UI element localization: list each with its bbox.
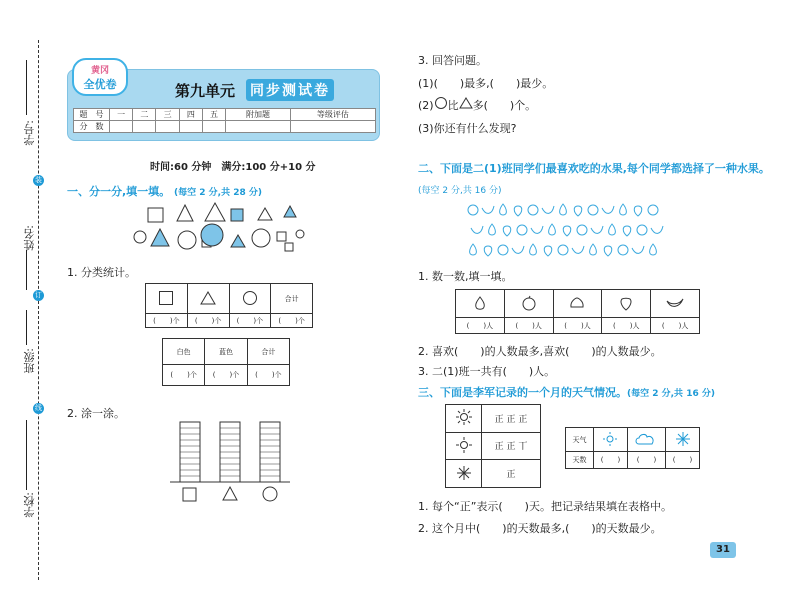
strawberry-icon	[514, 206, 522, 216]
triangle-blue	[231, 235, 245, 247]
triangle-white	[258, 208, 272, 220]
score-cell: 题 号	[74, 109, 110, 121]
q3b-step1: 1. 每个“正”表示( )天。把记录结果填在表格中。	[418, 500, 672, 513]
student-id-line	[26, 60, 27, 115]
triangle-blue	[284, 206, 296, 217]
q3-line2-prefix: (2)	[418, 99, 434, 112]
score-input[interactable]	[110, 121, 133, 133]
score-input[interactable]	[133, 121, 156, 133]
pear-icon	[590, 244, 597, 255]
shape-count-table	[145, 283, 313, 328]
binding-mark-1: 装	[35, 176, 42, 184]
triangle-icon	[223, 487, 237, 500]
q3-line2-suffix: 多( )个。	[472, 99, 537, 112]
answer-blank[interactable]: ( )人	[651, 318, 700, 334]
banana-icon	[602, 206, 614, 213]
snow-icon	[446, 460, 482, 488]
strawberry-icon	[574, 206, 582, 216]
score-cell: 等级评估	[290, 109, 375, 121]
banana-icon	[632, 246, 644, 253]
tally-marks	[482, 432, 541, 460]
banana-icon	[512, 246, 524, 253]
answer-blank[interactable]: ( )人	[504, 318, 553, 334]
score-table	[73, 108, 376, 133]
answer-blank[interactable]: ( )个	[205, 365, 247, 386]
apple-icon	[577, 225, 587, 235]
class-line	[26, 310, 27, 345]
triangle-blue	[151, 229, 169, 246]
circle-white	[252, 229, 270, 247]
blue-header: 蓝色	[205, 339, 247, 365]
apple-icon	[588, 205, 598, 215]
pear-icon	[530, 244, 537, 255]
score-cell: 一	[110, 109, 133, 121]
pear-icon	[500, 204, 507, 215]
banana-icon	[572, 246, 584, 253]
brand-badge	[72, 58, 128, 96]
strawberry-icon	[544, 246, 552, 256]
unit-subtitle: 同步测试卷	[246, 79, 334, 101]
weather-label: 天气	[566, 428, 594, 452]
banana-icon	[531, 226, 543, 233]
apple-icon	[498, 245, 508, 255]
pear-icon	[470, 244, 477, 255]
banana-icon	[591, 226, 603, 233]
pear-icon	[609, 224, 616, 235]
triangle-white	[205, 203, 225, 221]
score-input[interactable]	[202, 121, 225, 133]
page-number: 31	[710, 542, 736, 558]
sun-icon	[594, 428, 628, 452]
binding-mark-2: 订	[35, 291, 42, 299]
q1-heading	[67, 183, 262, 199]
tally-mark: 正	[506, 442, 516, 453]
strawberry-icon	[623, 226, 631, 236]
white-header: 白色	[163, 339, 205, 365]
answer-blank[interactable]: ( )	[594, 452, 628, 469]
tally-mark: 正	[506, 414, 516, 425]
score-input[interactable]	[290, 121, 375, 133]
fruit-count-table	[455, 289, 700, 334]
q1-step1: 1. 分类统计。	[67, 266, 136, 279]
square-white	[148, 208, 163, 222]
square-icon	[146, 284, 188, 314]
tally-marks	[482, 460, 541, 488]
school-line	[26, 420, 27, 490]
apple-icon	[517, 225, 527, 235]
circle-white	[178, 231, 196, 249]
square-white	[277, 232, 286, 241]
pear-icon	[650, 244, 657, 255]
banana-icon	[482, 206, 494, 213]
q2-step1: 1. 数一数,填一填。	[418, 270, 513, 283]
score-input[interactable]	[179, 121, 202, 133]
q1-heading-text: 一、分一分,填一填。	[67, 185, 171, 198]
banana-icon	[651, 226, 663, 233]
total-header: 合计	[271, 284, 313, 314]
apple-icon	[558, 245, 568, 255]
banana-icon	[542, 206, 554, 213]
circle-icon	[263, 487, 277, 501]
answer-blank[interactable]: ( )个	[146, 314, 188, 328]
pear-icon	[549, 224, 556, 235]
sun-icon	[446, 405, 482, 433]
total-header: 合计	[247, 339, 289, 365]
coloring-grid[interactable]	[170, 420, 290, 505]
color-count-table	[162, 338, 290, 386]
square-icon	[183, 488, 196, 501]
q3b-points: (每空 2 分,共 16 分)	[627, 389, 715, 399]
triangle-icon	[187, 284, 229, 314]
strawberry-icon	[503, 226, 511, 236]
weather-days-table	[565, 427, 700, 469]
score-cell: 二	[133, 109, 156, 121]
strawberry-icon	[634, 206, 642, 216]
circle-icon	[229, 284, 271, 314]
cloud-icon	[627, 428, 665, 452]
q3b-heading-text: 三、下面是李军记录的一个月的天气情况。	[418, 386, 627, 399]
banana-icon	[471, 226, 483, 233]
pear-icon	[489, 224, 496, 235]
answer-blank[interactable]: ( )个	[229, 314, 271, 328]
triangle-white	[177, 205, 193, 221]
apple-icon	[528, 205, 538, 215]
tally-mark: 正	[506, 470, 516, 481]
circle-blue	[201, 224, 223, 246]
apple-icon	[648, 205, 658, 215]
q3-line2	[418, 97, 536, 113]
tally-mark: 正	[494, 414, 504, 425]
answer-blank[interactable]: ( )人	[602, 318, 651, 334]
q3-line3: (3)你还有什么发现?	[418, 122, 517, 135]
tally-mark: 正	[494, 442, 504, 453]
snow-icon	[666, 428, 700, 452]
circle-white	[134, 231, 146, 243]
score-cell: 四	[179, 109, 202, 121]
school-label: 学校:	[23, 492, 36, 518]
q2-points: (每空 2 分,共 16 分)	[418, 186, 502, 196]
answer-blank[interactable]: ( )个	[271, 314, 313, 328]
q3b-step2: 2. 这个月中( )的天数最多,( )的天数最少。	[418, 522, 662, 535]
answer-blank[interactable]: ( )人	[553, 318, 602, 334]
name-line	[26, 250, 27, 290]
score-input[interactable]	[226, 121, 291, 133]
q2-heading: 二、下面是二(1)班同学们最喜欢吃的水果,每个同学都选择了一种水果。	[418, 162, 770, 175]
strawberry-icon	[602, 290, 651, 318]
apple-icon	[504, 290, 553, 318]
q1-step2: 2. 涂一涂。	[67, 407, 125, 420]
pear-icon	[560, 204, 567, 215]
answer-blank[interactable]: ( )	[666, 452, 700, 469]
brand-badge-top: 黄冈	[90, 66, 109, 76]
q3-line2-mid: 比	[447, 99, 459, 112]
shapes-figure	[125, 200, 310, 255]
sun-icon	[446, 432, 482, 460]
strawberry-icon	[604, 246, 612, 256]
score-cell: 分 数	[74, 121, 110, 133]
tally-mark: 正	[518, 414, 528, 425]
score-cell: 附加题	[226, 109, 291, 121]
answer-blank[interactable]: ( )人	[456, 318, 505, 334]
weather-tally-table	[445, 404, 541, 488]
pear-icon	[620, 204, 627, 215]
q3-heading: 3. 回答问题。	[418, 54, 487, 67]
q3-line1: (1)( )最多,( )最少。	[418, 77, 554, 90]
fruit-picture	[465, 200, 675, 265]
binding-mark-3: 线	[35, 404, 42, 412]
score-cell: 五	[202, 109, 225, 121]
q3b-heading	[418, 384, 715, 400]
unit-title: 第九单元	[175, 82, 236, 100]
class-label: 班级:	[23, 348, 36, 374]
strawberry-icon	[563, 226, 571, 236]
score-cell: 三	[156, 109, 179, 121]
pear-icon	[456, 290, 505, 318]
binding-line	[38, 40, 39, 580]
triangle-icon	[459, 97, 473, 109]
square-blue	[231, 209, 243, 221]
brand-badge-bottom: 全优卷	[83, 78, 117, 91]
tally-mark: 丅	[518, 442, 528, 453]
apple-icon	[618, 245, 628, 255]
apple-icon	[468, 205, 478, 215]
q2-step3: 3. 二(1)班一共有( )人。	[418, 365, 556, 378]
q2-step2: 2. 喜欢( )的人数最多,喜欢( )的人数最少。	[418, 345, 662, 358]
q1-points: (每空 2 分,共 28 分)	[174, 188, 262, 198]
answer-blank[interactable]: ( )	[627, 452, 665, 469]
answer-blank[interactable]: ( )个	[247, 365, 289, 386]
answer-blank[interactable]: ( )个	[163, 365, 205, 386]
banana-icon	[651, 290, 700, 318]
peach-icon	[553, 290, 602, 318]
strawberry-icon	[484, 246, 492, 256]
answer-blank[interactable]: ( )个	[187, 314, 229, 328]
name-label: 姓名:	[23, 225, 36, 251]
apple-icon	[637, 225, 647, 235]
circle-white	[296, 230, 304, 238]
tally-marks	[482, 405, 541, 433]
score-input[interactable]	[156, 121, 179, 133]
days-label: 天数	[566, 452, 594, 469]
circle-icon	[434, 97, 448, 109]
exam-info: 时间:60 分钟 满分:100 分+10 分	[150, 162, 316, 173]
square-white	[285, 243, 293, 251]
student-id-label: 学号:	[23, 120, 36, 146]
